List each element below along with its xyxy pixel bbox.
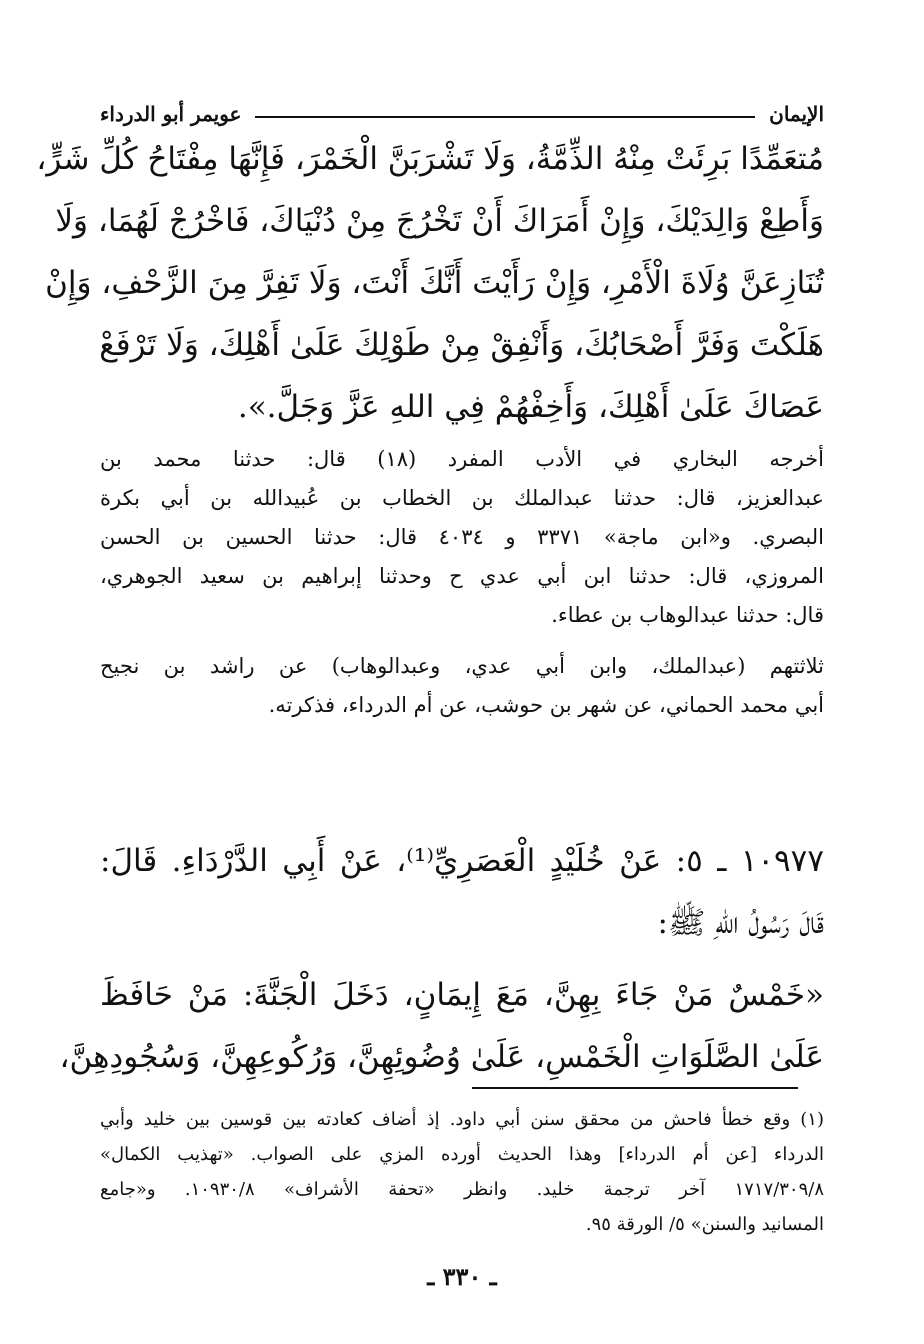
footnote-line: (١) وقع خطأ فاحش من محقق سنن أبي داود. إذ أضاف كعادته بين قوسين بين خليد وأبي — [100, 1109, 824, 1130]
hadith-line: «خَمْسٌ مَنْ جَاءَ بِهِنَّ، مَعَ إِيمَانٍ، دَخَلَ الْجَنَّةَ: مَنْ حَافَظَ — [100, 977, 824, 1013]
paragraph-gap — [100, 954, 824, 964]
hadith-line: هَلَكْتَ وَفَرَّ أَصْحَابُكَ، وَأَنْفِقْ مِنْ طَوْلِكَ عَلَىٰ أَهْلِكَ، وَلَا تَرْفَعْ — [99, 327, 824, 363]
hadith-continuation — [36, 128, 824, 438]
takhrij-line: قال: حدثنا عبدالوهاب بن عطاء. — [551, 603, 824, 627]
header-chapter-title: عويمر أبو الدرداء — [100, 102, 242, 126]
takhrij-line: المروزي، قال: حدثنا ابن أبي عدي ح وحدثنا إبراهيم بن سعيد الجوهري، — [100, 564, 824, 588]
hadith-line: تُنَازِعَنَّ وُلَاةَ الْأَمْرِ، وَإِنْ رَأَيْتَ أَنَّكَ أَنْتَ، وَلَا تَفِرَّ مِنَ الزَّحْفِ، وَإِنْ — [45, 265, 824, 301]
footnote-line: المسانيد والسنن» ٥/ الورقة ٩٥. — [585, 1214, 824, 1235]
footnote-line: ١٧١٧/٣٠٩/٨ آخر ترجمة خليد. وانظر «تحفة الأشراف» ١٠٩٣٠/٨. و«جامع — [100, 1179, 824, 1200]
paragraph-gap — [100, 635, 824, 647]
header-section-title: الإيمان — [769, 102, 824, 126]
hadith-number-line: ١٠٩٧٧ ـ ٥: عَنْ خُلَيْدٍ الْعَصَرِيِّ⁽¹⁾، عَنْ أَبِي الدَّرْدَاءِ. قَالَ: — [100, 843, 824, 879]
hadith-attribution-line: قَالَ رَسُولُ اللهِ ﷺ: — [657, 905, 824, 941]
header-rule — [255, 116, 755, 118]
hadith-line: عَصَاكَ عَلَىٰ أَهْلِكَ، وَأَخِفْهُمْ فِي اللهِ عَزَّ وَجَلَّ.». — [237, 389, 824, 425]
hadith-line: مُتعَمِّدًا بَرِئَتْ مِنْهُ الذِّمَّةُ، وَلَا تَشْرَبَنَّ الْخَمْرَ، فَإِنَّهَا مِفْتَاحُ كُلِّ شَرٍّ، — [36, 141, 824, 177]
footnote-line: الدرداء [عن أم الدرداء] وهذا الحديث أورده المزي على الصواب. «تهذيب الكمال» — [100, 1144, 824, 1165]
takhrij-line: عبدالعزيز، قال: حدثنا عبدالملك بن الخطاب بن عُبيدالله بن أبي بكرة — [100, 486, 824, 510]
running-header — [100, 86, 824, 126]
hadith-10977 — [59, 830, 824, 1088]
takhrij-line: أخرجه البخاري في الأدب المفرد (١٨) قال: حدثنا محمد بن — [100, 447, 824, 471]
hadith-line: عَلَىٰ الصَّلَوَاتِ الْخَمْسِ، عَلَىٰ وُضُوئِهِنَّ، وَرُكُوعِهِنَّ، وَسُجُودِهِنَّ، — [59, 1039, 824, 1075]
page-number: ـ ٣٣٠ ـ — [427, 1262, 497, 1291]
takhrij-line: ثلاثتهم (عبدالملك، وابن أبي عدي، وعبدالوهاب) عن راشد بن نجيح — [100, 654, 824, 678]
takhrij-line: البصري. و«ابن ماجة» ٣٣٧١ و ٤٠٣٤ قال: حدثنا الحسين بن الحسن — [100, 525, 825, 549]
takhrij-section — [100, 440, 824, 725]
hadith-line: وَأَطِعْ وَالِدَيْكَ، وَإِنْ أَمَرَاكَ أَنْ تَخْرُجَ مِنْ دُنْيَاكَ، فَاخْرُجْ لَهُمَا، وَلَا — [55, 203, 824, 239]
takhrij-line: أبي محمد الحماني، عن شهر بن حوشب، عن أم الدرداء، فذكرته. — [268, 693, 824, 717]
footnotes — [100, 1102, 824, 1242]
footnote-rule — [472, 1087, 798, 1089]
